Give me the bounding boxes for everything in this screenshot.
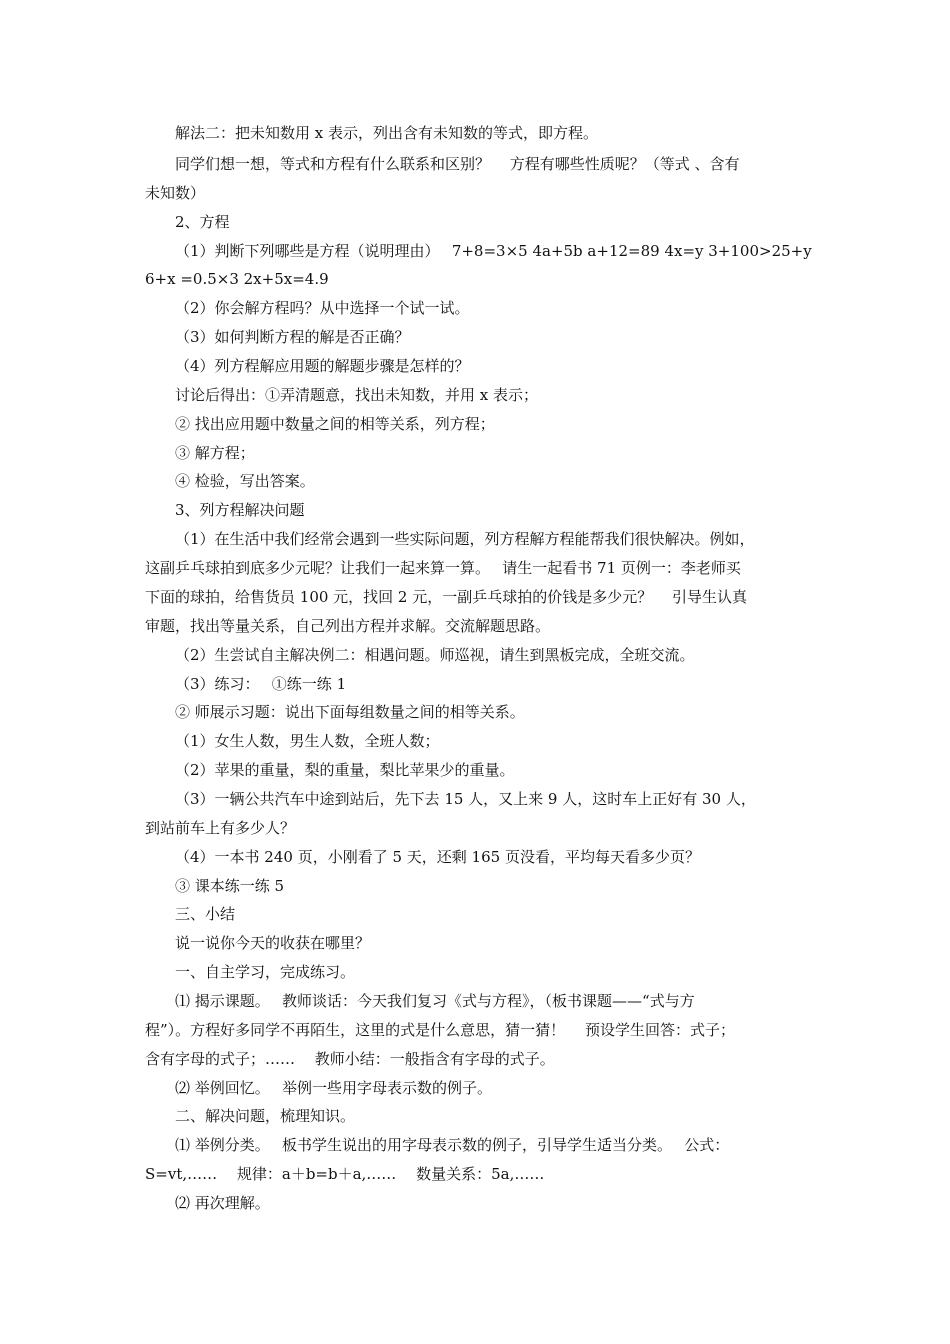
text-line: ③ 解方程； [175, 444, 255, 462]
text-line: （2）苹果的重量，梨的重量，梨比苹果少的重量。 [175, 761, 515, 779]
text-line: （3）如何判断方程的解是否正确？ [175, 328, 410, 346]
text-line: ⑴ 揭示课题。 教师谈话：今天我们复习《式与方程》，（板书课题——“式与方 [175, 992, 695, 1010]
text-line: （2）生尝试自主解决例二：相遇问题。师巡视，请生到黑板完成，全班交流。 [175, 646, 695, 664]
text-line: （3）练习： ①练一练 1 [175, 675, 347, 693]
text-line: 未知数） [145, 184, 206, 202]
text-line: （2）你会解方程吗？从中选择一个试一试。 [175, 299, 470, 317]
text-line: 同学们想一想，等式和方程有什么联系和区别？ 方程有哪些性质呢？（等式 、含有 [175, 155, 740, 173]
text-line: ⑵ 再次理解。 [175, 1194, 270, 1212]
text-line: （1）女生人数，男生人数，全班人数； [175, 732, 440, 750]
text-line: （4）列方程解应用题的解题步骤是怎样的？ [175, 357, 470, 375]
text-line: ③ 课本练一练 5 [175, 877, 285, 895]
section-heading: 3、列方程解决问题 [175, 501, 305, 519]
text-line: ② 找出应用题中数量之间的相等关系，列方程； [175, 415, 495, 433]
section-heading: 2、方程 [175, 213, 230, 231]
text-line: ② 师展示习题：说出下面每组数量之间的相等关系。 [175, 703, 525, 721]
text-line: 审题，找出等量关系，自己列出方程并求解。交流解题思路。 [145, 617, 551, 635]
section-heading: 三、小结 [175, 905, 236, 923]
text-line: 这副乒乓球拍到底多少元呢？让我们一起来算一算。 请生一起看书 71 页例一：李老师买 [145, 559, 741, 577]
text-line: 含有字母的式子；…… 教师小结：一般指含有字母的式子。 [145, 1050, 555, 1068]
text-line: ⑴ 举例分类。 板书学生说出的用字母表示数的例子，引导学生适当分类。 公式： [175, 1136, 730, 1154]
text-line: 6+x =0.5×3 2x+5x=4.9 [145, 270, 329, 288]
text-line: S=vt,…… 规律：a＋b=b＋a,…… 数量关系：5a,…… [145, 1165, 545, 1183]
text-line: （1）在生活中我们经常会遇到一些实际问题，列方程解方程能帮我们很快解决。例如， [175, 530, 755, 548]
text-line: 下面的球拍，给售货员 100 元，找回 2 元，一副乒乓球拍的价钱是多少元？ 引导生认真 [145, 588, 748, 606]
text-line: （4）一本书 240 页，小刚看了 5 天，还剩 165 页没看，平均每天看多少页？ [175, 848, 700, 866]
text-line: 程”）。方程好多同学不再陌生，这里的式是什么意思，猜一猜！ 预设学生回答：式子； [145, 1021, 735, 1039]
text-line: 解法二：把未知数用 x 表示，列出含有未知数的等式，即方程。 [175, 124, 598, 142]
text-line: 说一说你今天的收获在哪里？ [175, 934, 371, 952]
text-line: 到站前车上有多少人？ [145, 819, 296, 837]
text-line: ⑵ 举例回忆。 举例一些用字母表示数的例子。 [175, 1079, 493, 1097]
section-heading: 二、解决问题，梳理知识。 [175, 1107, 356, 1125]
text-line: ④ 检验，写出答案。 [175, 472, 315, 490]
section-heading: 一、自主学习，完成练习。 [175, 963, 356, 981]
text-line: （1）判断下列哪些是方程（说明理由） 7+8=3×5 4a+5b a+12=89 4x=y 3+100>25+y [175, 242, 812, 260]
text-line: （3）一辆公共汽车中途到站后，先下去 15 人，又上来 9 人，这时车上正好有 30 人， [175, 790, 756, 808]
text-line: 讨论后得出：①弄清题意，找出未知数，并用 x 表示； [175, 386, 538, 404]
